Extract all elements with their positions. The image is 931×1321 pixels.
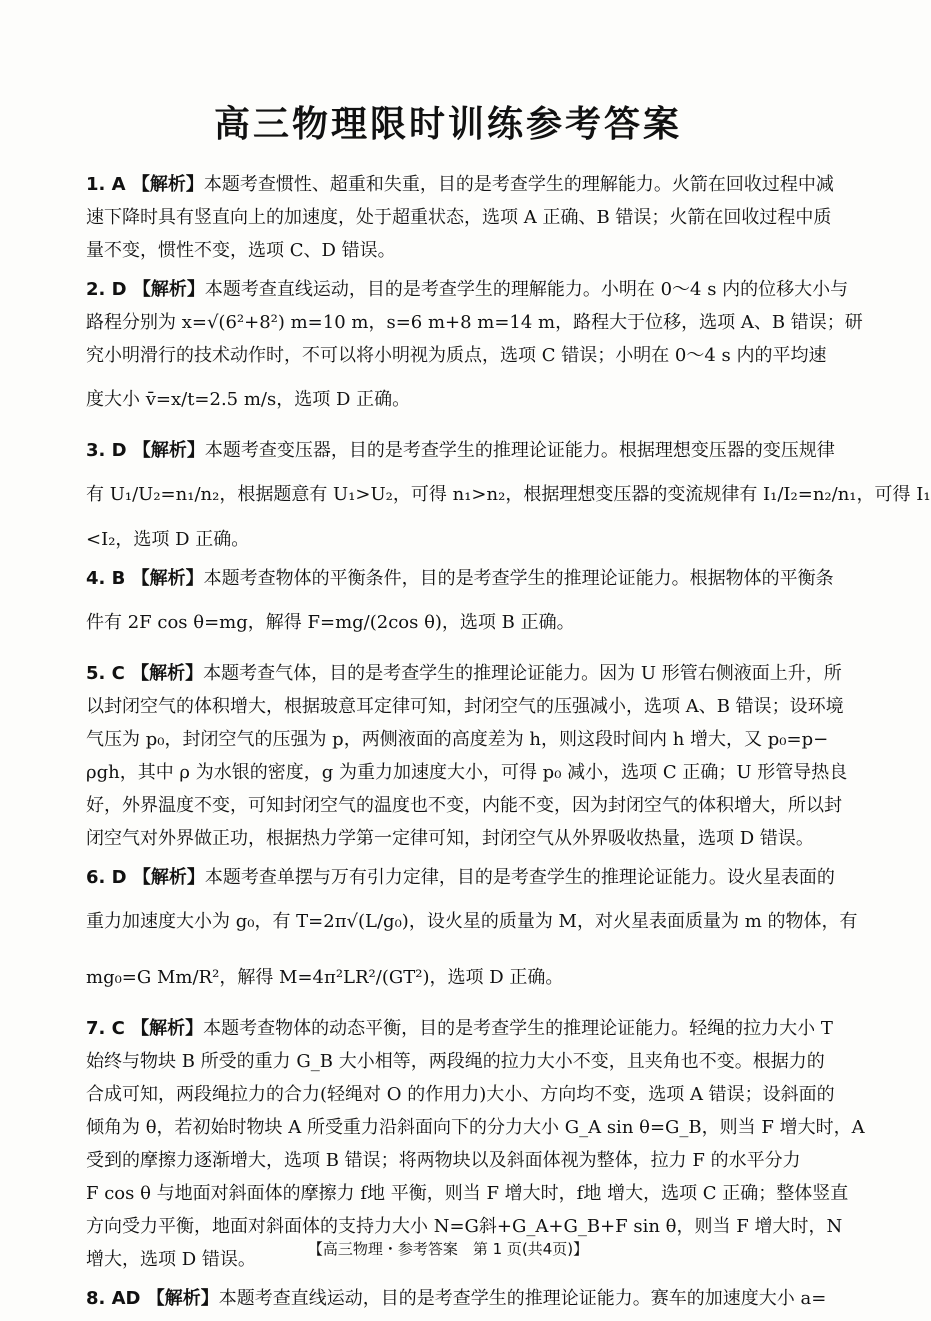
text-line: 重力加速度大小为 g₀，有 T=2π√(L/g₀)，设火星的质量为 M，对火星表面质量为 m 的物体，有 — [86, 911, 858, 932]
analysis-tag: 【解析】 — [131, 174, 204, 195]
item-number: 4. B — [86, 568, 132, 589]
text-line: 量不变，惯性不变，选项 C、D 错误。 — [86, 240, 396, 261]
text-line: mg₀=G Mm/R²，解得 M=4π²LR²/(GT²)，选项 D 正确。 — [86, 967, 564, 988]
text-line: 究小明滑行的技术动作时，不可以将小明视为质点，选项 C 错误；小明在 0～4 s 内的平均速 — [86, 345, 827, 366]
text-line: 方向受力平衡，地面对斜面体的支持力大小 N=G斜+G_A+G_B+F sin θ，则当 F 增大时，N — [86, 1216, 843, 1237]
text-line: 本题考查直线运动，目的是考查学生的理解能力。小明在 0～4 s 内的位移大小与 — [204, 279, 849, 300]
analysis-tag: 【解析】 — [132, 279, 205, 300]
item-number: 8. AD — [86, 1288, 147, 1309]
item-number: 2. D — [86, 279, 133, 300]
text-line: 合成可知，两段绳拉力的合力(轻绳对 O 的作用力)大小、方向均不变，选项 A 错误；设斜面的 — [86, 1084, 835, 1105]
answer-item-6 — [86, 861, 858, 1006]
text-line: 好，外界温度不变，可知封闭空气的温度也不变，内能不变，因为封闭空气的体积增大，所以封 — [86, 795, 842, 816]
text-line: 件有 2F cos θ=mg，解得 F=mg/(2cos θ)，选项 B 正确。 — [86, 612, 575, 633]
text-line: 本题考查单摆与万有引力定律，目的是考查学生的推理论证能力。设火星表面的 — [204, 867, 835, 888]
analysis-tag: 【解析】 — [131, 663, 204, 684]
text-line: 本题考查变压器，目的是考查学生的推理论证能力。根据理想变压器的变压规律 — [204, 440, 835, 461]
text-line: 本题考查直线运动，目的是考查学生的推理论证能力。赛车的加速度大小 a= — [218, 1288, 827, 1309]
answer-item-4 — [86, 562, 834, 651]
answer-item-3 — [86, 434, 931, 556]
text-line: 始终与物块 B 所受的重力 G_B 大小相等，两段绳的拉力大小不变，且夹角也不变。根据力的 — [86, 1051, 825, 1072]
text-line: 以封闭空气的体积增大，根据玻意耳定律可知，封闭空气的压强减小，选项 A、B 错误；设环境 — [86, 696, 844, 717]
text-line: 有 U₁/U₂=n₁/n₂，根据题意有 U₁>U₂，可得 n₁>n₂，根据理想变压器的变流规律有 I₁/I₂=n₂/n₁，可得 I₁ — [86, 484, 931, 505]
analysis-tag: 【解析】 — [132, 867, 205, 888]
item-number: 6. D — [86, 867, 133, 888]
item-number: 7. C — [86, 1018, 132, 1039]
answer-item-5 — [86, 657, 848, 855]
analysis-tag: 【解析】 — [131, 1018, 204, 1039]
text-line: 倾角为 θ，若初始时物块 A 所受重力沿斜面向下的分力大小 G_A sin θ=G_B，则当 F 增大时，A — [86, 1117, 865, 1138]
text-line: 气压为 p₀，封闭空气的压强为 p，两侧液面的高度差为 h，则这段时间内 h 增大，又 p₀=p− — [86, 729, 829, 750]
page-title: 高三物理限时训练参考答案 — [213, 104, 682, 145]
text-line: F cos θ 与地面对斜面体的摩擦力 f地 平衡，则当 F 增大时，f地 增大，选项 C 正确；整体竖直 — [86, 1183, 849, 1204]
text-line: 本题考查惯性、超重和失重，目的是考查学生的理解能力。火箭在回收过程中减 — [203, 174, 834, 195]
item-number: 1. A — [86, 174, 132, 195]
page-footer: 【高三物理・参考答案 第 1 页(共4页)】 — [307, 1240, 589, 1258]
text-line: 本题考查物体的动态平衡，目的是考查学生的推理论证能力。轻绳的拉力大小 T — [203, 1018, 833, 1039]
text-line: ρgh，其中 ρ 为水银的密度，g 为重力加速度大小，可得 p₀ 减小，选项 C 正确；U 形管导热良 — [86, 762, 848, 783]
text-line: 增大，选项 D 错误。 — [86, 1249, 256, 1270]
answer-list — [86, 168, 931, 1321]
text-line: 速下降时具有竖直向上的加速度，处于超重状态，选项 A 正确、B 错误；火箭在回收过程中质 — [86, 207, 832, 228]
answer-item-1 — [86, 168, 834, 267]
text-line: 本题考查气体，目的是考查学生的推理论证能力。因为 U 形管右侧液面上升，所 — [203, 663, 842, 684]
answer-item-7 — [86, 1012, 865, 1276]
analysis-tag: 【解析】 — [146, 1288, 219, 1309]
answer-item-2 — [86, 273, 863, 428]
text-line: 受到的摩擦力逐渐增大，选项 B 错误；将两物块以及斜面体视为整体，拉力 F 的水平分力 — [86, 1150, 801, 1171]
text-line: 度大小 v̄=x/t=2.5 m/s，选项 D 正确。 — [86, 389, 411, 410]
text-line: 闭空气对外界做正功，根据热力学第一定律可知，封闭空气从外界吸收热量，选项 D 错误。 — [86, 828, 814, 849]
analysis-tag: 【解析】 — [131, 568, 204, 589]
text-line: <I₂，选项 D 正确。 — [86, 529, 250, 550]
answer-item-8 — [86, 1282, 827, 1315]
item-number: 5. C — [86, 663, 132, 684]
text-line: 本题考查物体的平衡条件，目的是考查学生的推理论证能力。根据物体的平衡条 — [203, 568, 834, 589]
analysis-tag: 【解析】 — [132, 440, 205, 461]
text-line: 路程分别为 x=√(6²+8²) m=10 m，s=6 m+8 m=14 m，路程大于位移，选项 A、B 错误；研 — [86, 312, 863, 333]
item-number: 3. D — [86, 440, 133, 461]
